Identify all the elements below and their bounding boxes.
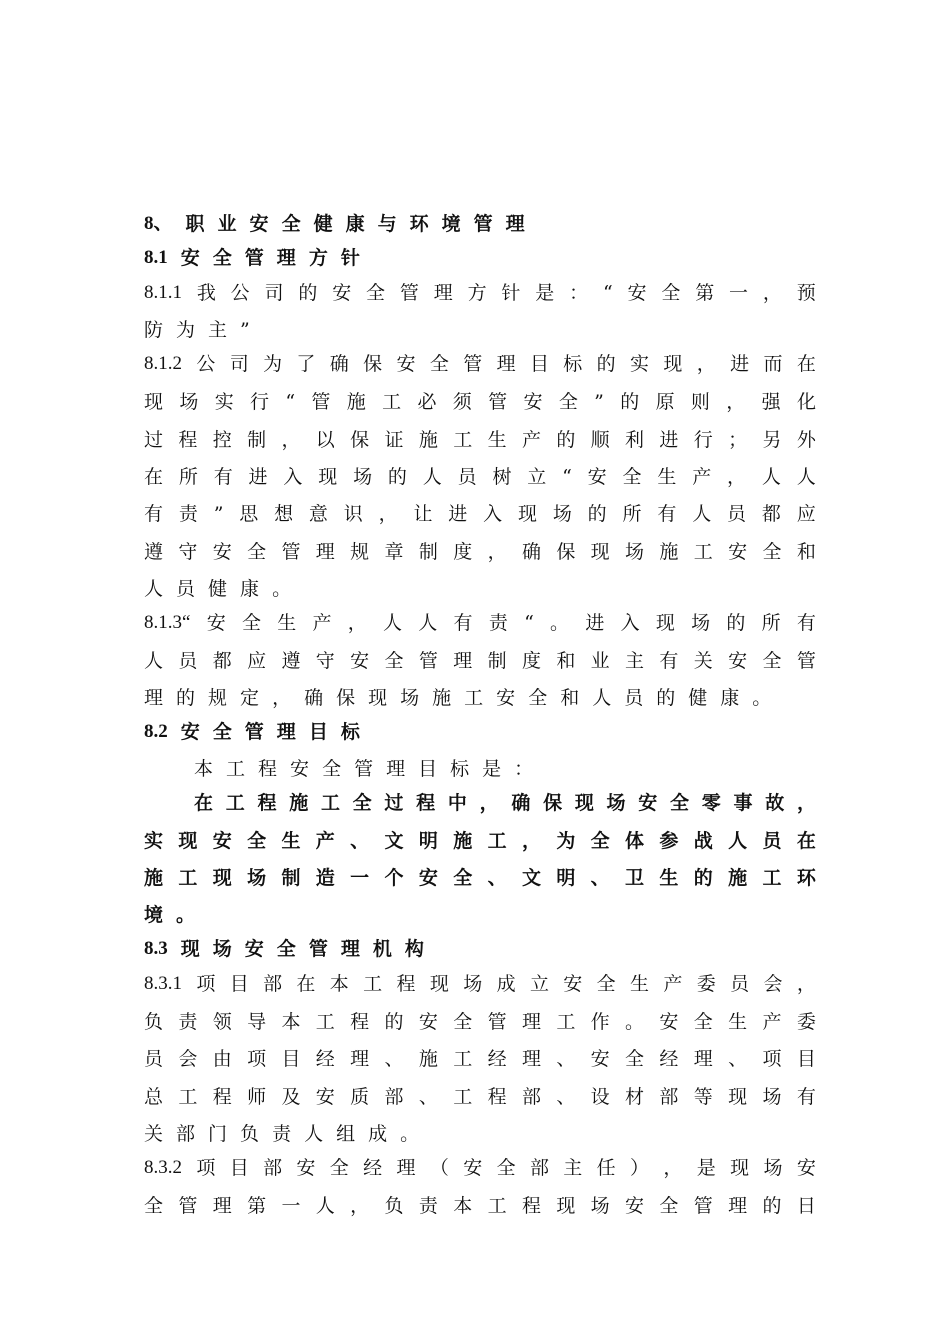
text-line-p812-3: 过 程 控 制 ， 以 保 证 施 工 生 产 的 顺 利 进 行 ； 另 外 [144,429,816,451]
text-line-h8-3: 8.3 现 场 安 全 管 理 机 构 [144,938,424,960]
text-line-p812-6: 遵 守 安 全 管 理 规 章 制 度 ， 确 保 现 场 施 工 安 全 和 [144,541,816,563]
text-line-h8-1: 8.1 安 全 管 理 方 针 [144,247,360,269]
text-line-p831-1: 8.3.1 项 目 部 在 本 工 程 现 场 成 立 安 全 生 产 委 员 会 ， [144,973,816,995]
text-line-p812-1: 8.1.2 公 司 为 了 确 保 安 全 管 理 目 标 的 实 现 ， 进 而 在 [144,353,816,375]
text-line-p82-2: 在 工 程 施 工 全 过 程 中 ， 确 保 现 场 安 全 零 事 故 ， [194,792,816,814]
text-line-h8-2: 8.2 安 全 管 理 目 标 [144,721,360,743]
text-line-p831-2: 负 责 领 导 本 工 程 的 安 全 管 理 工 作 。 安 全 生 产 委 [144,1011,816,1033]
text-line-p82-3: 实 现 安 全 生 产 、 文 明 施 工 ， 为 全 体 参 战 人 员 在 [144,830,816,852]
text-line-p813-2: 人 员 都 应 遵 守 安 全 管 理 制 度 和 业 主 有 关 安 全 管 [144,650,816,672]
text-line-p82-5: 境 。 [144,904,196,926]
text-line-p82-1: 本 工 程 安 全 管 理 目 标 是 ： [194,758,534,780]
text-line-p813-3: 理 的 规 定 ， 确 保 现 场 施 工 安 全 和 人 员 的 健 康 。 [144,687,772,709]
text-line-p812-2: 现 场 实 行 “ 管 施 工 必 须 管 安 全 ” 的 原 则 ， 强 化 [144,391,816,413]
text-line-p831-3: 员 会 由 项 目 经 理 、 施 工 经 理 、 安 全 经 理 、 项 目 [144,1048,816,1070]
text-line-p811-1: 8.1.1 我 公 司 的 安 全 管 理 方 针 是 ： “ 安 全 第 一 ， 预 [144,282,816,304]
text-line-p812-5: 有 责 ” 思 想 意 识 ， 让 进 入 现 场 的 所 有 人 员 都 应 [144,503,816,525]
text-line-p813-1: 8.1.3“ 安 全 生 产 ， 人 人 有 责 “ 。 进 入 现 场 的 所 有 [144,612,816,634]
text-line-p82-4: 施 工 现 场 制 造 一 个 安 全 、 文 明 、 卫 生 的 施 工 环 [144,867,816,889]
text-line-p812-4: 在 所 有 进 入 现 场 的 人 员 树 立 “ 安 全 生 产 ， 人 人 [144,466,816,488]
text-line-p832-2: 全 管 理 第 一 人 ， 负 责 本 工 程 现 场 安 全 管 理 的 日 [144,1195,816,1217]
text-line-h8: 8、 职 业 安 全 健 康 与 环 境 管 理 [144,213,525,235]
text-line-p812-7: 人 员 健 康 。 [144,578,292,600]
text-line-p831-5: 关 部 门 负 责 人 组 成 。 [144,1123,420,1145]
text-line-p831-4: 总 工 程 师 及 安 质 部 、 工 程 部 、 设 材 部 等 现 场 有 [144,1086,816,1108]
text-line-p811-2: 防 为 主 ” [144,319,250,341]
text-line-p832-1: 8.3.2 项 目 部 安 全 经 理 （ 安 全 部 主 任 ） ， 是 现 场 安 [144,1157,816,1179]
